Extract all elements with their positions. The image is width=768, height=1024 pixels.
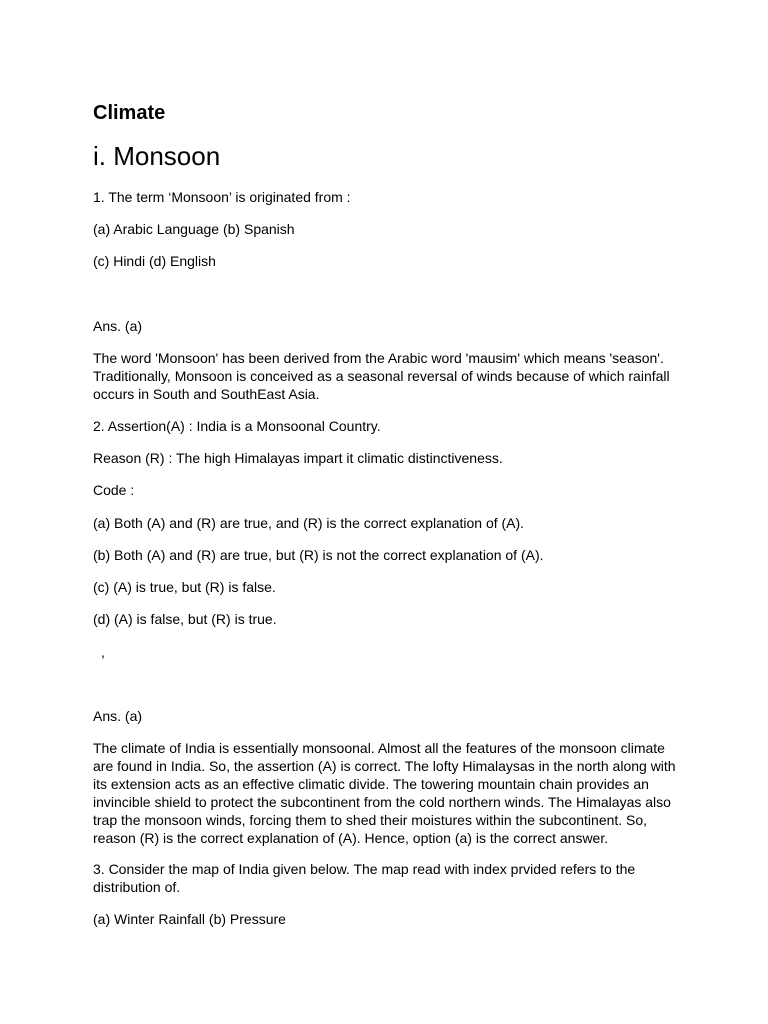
document-title: Climate xyxy=(93,102,166,124)
question-1: 1. The term ‘Monsoon’ is originated from : xyxy=(93,189,351,205)
question-2-option-a: (a) Both (A) and (R) are true, and (R) is the correct explanation of (A). xyxy=(93,515,525,531)
question-3-options-ab: (a) Winter Rainfall (b) Pressure xyxy=(93,911,286,927)
question-1-options-ab: (a) Arabic Language (b) Spanish xyxy=(93,221,295,237)
answer-2: Ans. (a) xyxy=(93,708,143,724)
question-2-code-label: Code : xyxy=(93,482,135,498)
question-1-options-cd: (c) Hindi (d) English xyxy=(93,253,216,269)
question-2-option-b: (b) Both (A) and (R) are true, but (R) is not the correct explanation of (A). xyxy=(93,547,544,563)
question-2-assertion: 2. Assertion(A) : India is a Monsoonal Country. xyxy=(93,418,381,434)
explanation-2: The climate of India is essentially monsoonal. Almost all the features of the monsoon climate are found in India. So, the assertion (A) is correct. The lofty Himalaysas in the north along with its extension acts as an effective climatic divide. The towering mountain chain provides an invincible shield to protect the subcontinent from the cold northern winds. The Himalayas also trap the monsoon winds, forcing them to shed their moistures within the subcontinent. So, reason (R) is the correct explanation of (A). Hence, option (a) is the correct answer. xyxy=(93,740,676,846)
stray-comma: , xyxy=(101,644,105,660)
question-2-option-c: (c) (A) is true, but (R) is false. xyxy=(93,579,276,595)
explanation-1: The word 'Monsoon' has been derived from the Arabic word 'mausim' which means 'season'. Traditionally, Monsoon is conceived as a seasonal reversal of winds because of which rainfall occurs in South and SouthEast Asia. xyxy=(93,350,670,402)
answer-1: Ans. (a) xyxy=(93,318,143,334)
question-2-option-d: (d) (A) is false, but (R) is true. xyxy=(93,611,277,627)
section-heading: i. Monsoon xyxy=(93,141,221,171)
question-2-reason: Reason (R) : The high Himalayas impart it climatic distinctiveness. xyxy=(93,450,503,466)
question-3: 3. Consider the map of India given below. The map read with index prvided refers to the distribution of. xyxy=(93,861,636,895)
